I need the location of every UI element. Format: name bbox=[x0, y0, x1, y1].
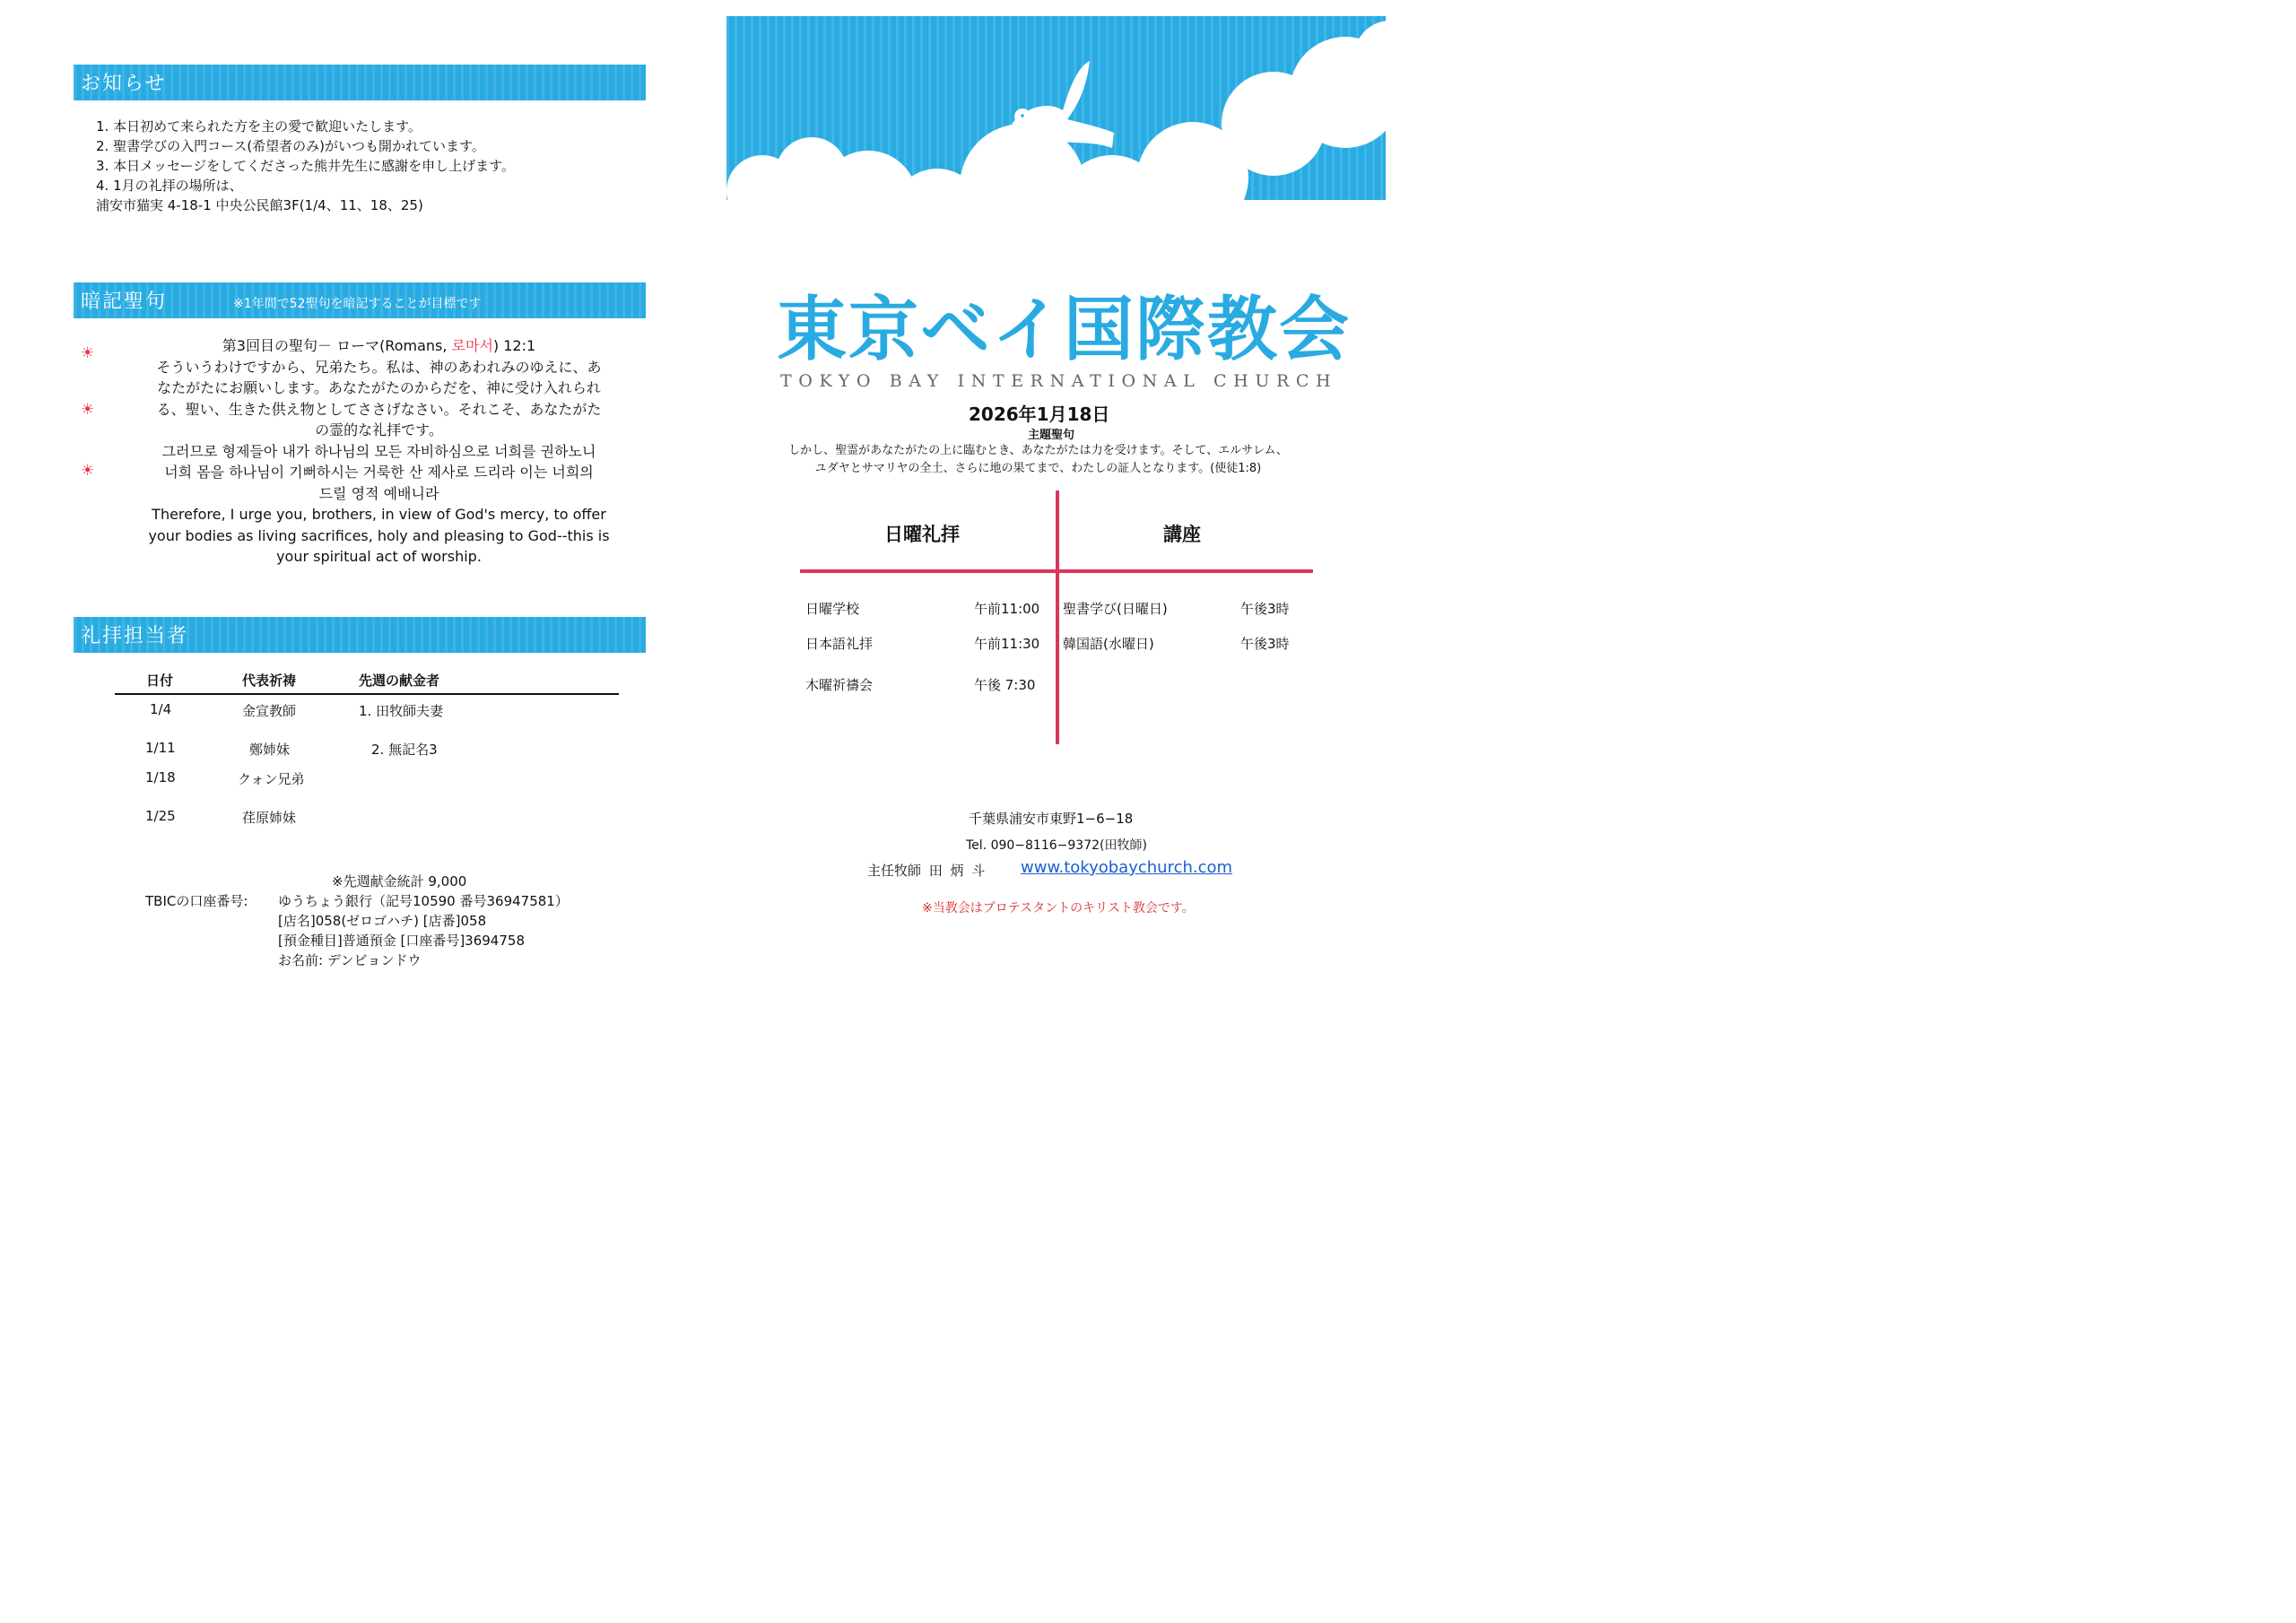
courses-header: 講座 bbox=[1163, 524, 1201, 545]
church-name-ja: 東京ベイ国際教会 bbox=[777, 290, 1352, 370]
worship-title: 礼拝担当者 bbox=[81, 625, 189, 647]
verse-ko-line: 그러므로 형제들아 내가 하나님의 모든 자비하심으로 너희를 권하노니 bbox=[161, 442, 596, 460]
sky-banner bbox=[726, 16, 1386, 222]
worship-header-bar bbox=[74, 617, 646, 653]
verse-en-line: your spiritual act of worship. bbox=[276, 548, 482, 565]
schedule-name: 木曜祈禱会 bbox=[805, 677, 874, 693]
col-header-offering: 先週の献金者 bbox=[359, 673, 440, 689]
schedule-time: 午前11:00 bbox=[974, 601, 1040, 617]
course-name: 韓国語(水曜日) bbox=[1063, 636, 1154, 652]
account-line: ゆうちょう銀行（記号10590 番号36947581） bbox=[278, 893, 569, 909]
verse-ja-line: る、聖い、生きた供え物としてささげなさい。それこそ、あなたがた bbox=[156, 400, 602, 418]
cross-vertical bbox=[1056, 490, 1059, 744]
sun-icon: ☀ bbox=[81, 401, 95, 419]
offering-total: ※先週献金統計 9,000 bbox=[332, 873, 467, 890]
notice-item: 2. 聖書学びの入門コース(希望者のみ)がいつも開かれています。 bbox=[96, 138, 485, 154]
schedule-name: 日曜学校 bbox=[805, 601, 860, 617]
memory-header-bar bbox=[74, 282, 646, 318]
theme-line: しかし、聖霊があなたがたの上に臨むとき、あなたがたは力を受けます。そして、エルサレム、 bbox=[788, 444, 1288, 457]
row-offering: 1. 田牧師夫妻 bbox=[359, 703, 444, 719]
memory-verse bbox=[103, 335, 655, 568]
verse-heading-pre: 第3回目の聖句－ ローマ(Romans, bbox=[222, 337, 452, 354]
notice-item: 1. 本日初めて来られた方を主の愛で歓迎いたします。 bbox=[96, 118, 422, 135]
row-prayer: 金宣教師 bbox=[242, 703, 297, 719]
verse-ja-line: の霊的な礼拝です。 bbox=[315, 421, 443, 438]
row-prayer: 鄭姉妹 bbox=[249, 742, 291, 758]
verse-heading bbox=[103, 335, 655, 357]
course-name: 聖書学び(日曜日) bbox=[1063, 601, 1168, 617]
theme-verse bbox=[762, 442, 1314, 478]
verse-ja-line: なたがたにお願いします。あなたがたのからだを、神に受け入れられ bbox=[157, 379, 601, 396]
church-address: 千葉県浦安市東野1−6−18 bbox=[969, 811, 1134, 827]
head-pastor: 主任牧師 田 炳 斗 bbox=[867, 863, 986, 879]
protestant-footnote: ※当教会はプロテスタントのキリスト教会です。 bbox=[922, 901, 1195, 916]
row-offering: 2. 無記名3 bbox=[371, 742, 438, 758]
notice-item: 4. 1月の礼拝の場所は、 bbox=[96, 178, 243, 194]
schedule-time: 午前11:30 bbox=[974, 636, 1040, 652]
memory-title: 暗記聖句 bbox=[81, 291, 168, 313]
account-line: [店名]058(ゼロゴハチ) [店番]058 bbox=[278, 913, 487, 929]
sunday-worship-header: 日曜礼拝 bbox=[884, 524, 960, 545]
church-name-en: TOKYO BAY INTERNATIONAL CHURCH bbox=[780, 371, 1338, 391]
notices-list bbox=[96, 117, 515, 215]
verse-en-line: your bodies as living sacrifices, holy and pleasing to God--this is bbox=[148, 526, 610, 544]
verse-heading-korean: 로마서 bbox=[451, 337, 493, 354]
account-line: [預金種目]普通預金 [口座番号]3694758 bbox=[278, 933, 525, 949]
course-time: 午後3時 bbox=[1240, 636, 1290, 652]
schedule-name: 日本語礼拝 bbox=[805, 636, 874, 652]
verse-ko-line: 드릴 영적 예배니라 bbox=[318, 484, 439, 502]
theme-label: 主題聖句 bbox=[1028, 429, 1075, 442]
table-rule bbox=[115, 693, 619, 695]
row-prayer: クォン兄弟 bbox=[238, 771, 305, 787]
verse-en-line: Therefore, I urge you, brothers, in view of God's mercy, to offer bbox=[152, 506, 606, 523]
col-header-date: 日付 bbox=[146, 673, 174, 689]
notices-header-bar bbox=[74, 65, 646, 100]
notice-item: 3. 本日メッセージをしてくださった熊井先生に感謝を申し上げます。 bbox=[96, 158, 515, 174]
notice-item: 浦安市猫実 4-18-1 中央公民館3F(1/4、11、18、25) bbox=[96, 197, 423, 213]
sun-icon: ☀ bbox=[81, 462, 95, 480]
col-header-prayer: 代表祈祷 bbox=[242, 673, 297, 689]
cross-horizontal bbox=[800, 569, 1313, 573]
notices-title: お知らせ bbox=[81, 73, 167, 95]
website-link[interactable]: www.tokyobaychurch.com bbox=[1021, 858, 1233, 877]
course-time: 午後3時 bbox=[1240, 601, 1290, 617]
sun-icon: ☀ bbox=[81, 344, 95, 362]
account-line: お名前: デンビョンドウ bbox=[278, 952, 422, 968]
schedule-time: 午後 7:30 bbox=[974, 677, 1036, 693]
row-date: 1/25 bbox=[145, 808, 176, 824]
verse-ko-line: 너희 몸을 하나님이 기뻐하시는 거룩한 산 제사로 드리라 이는 너희의 bbox=[164, 464, 594, 481]
account-details bbox=[278, 891, 569, 970]
row-prayer: 荏原姉妹 bbox=[242, 810, 297, 826]
theme-line: ユダヤとサマリヤの全土、さらに地の果てまで、わたしの証人となります。(使徒1:8) bbox=[814, 462, 1262, 475]
row-date: 1/18 bbox=[145, 769, 176, 785]
verse-heading-post: ) 12:1 bbox=[492, 337, 536, 354]
verse-ja-line: そういうわけですから、兄弟たち。私は、神のあわれみのゆえに、あ bbox=[156, 358, 602, 376]
bulletin-date: 2026年1月18日 bbox=[969, 404, 1110, 425]
memory-note: ※1年間で52聖句を暗記することが目標です bbox=[233, 297, 482, 311]
row-date: 1/11 bbox=[145, 740, 176, 756]
account-label: TBICの口座番号: bbox=[145, 893, 248, 909]
church-tel: Tel. 090−8116−9372(田牧師) bbox=[966, 838, 1147, 853]
row-date: 1/4 bbox=[150, 701, 172, 717]
